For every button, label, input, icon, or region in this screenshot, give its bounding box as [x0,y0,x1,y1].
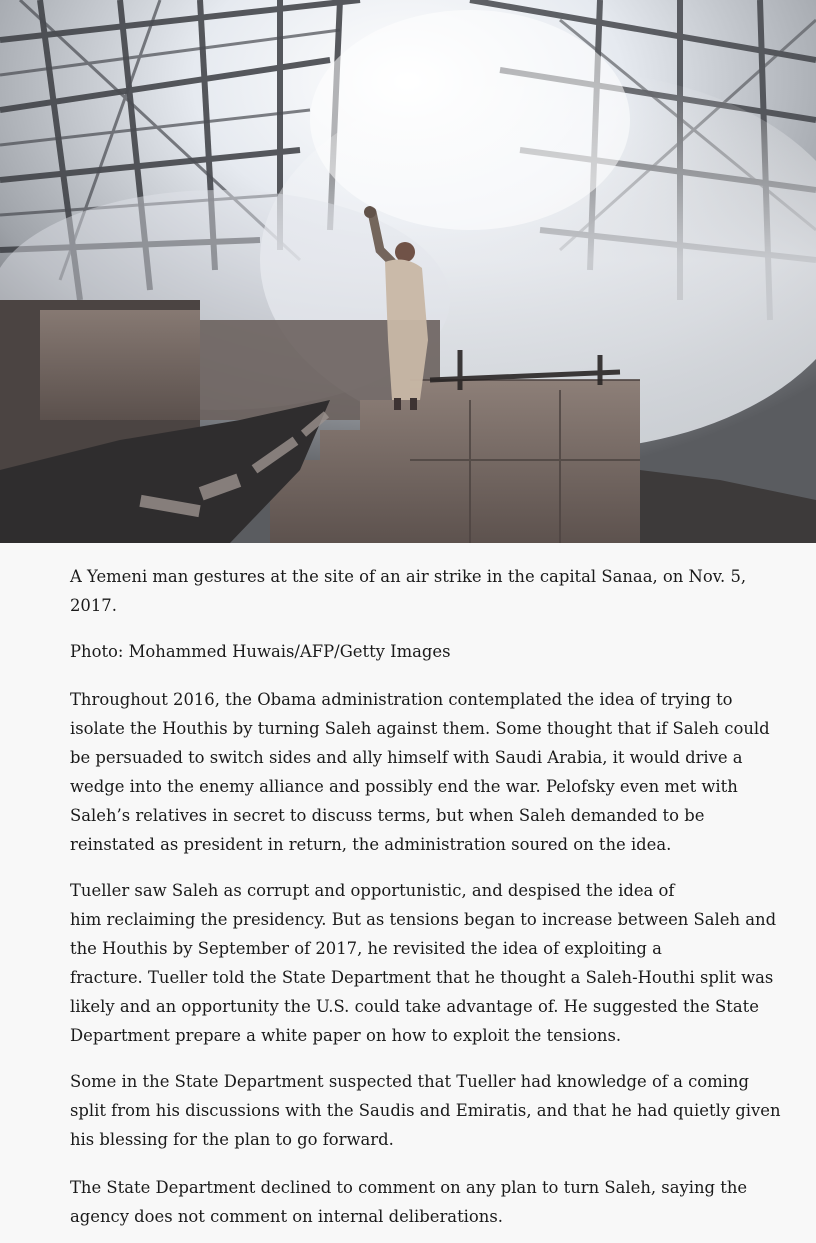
paragraph-line: agency does not comment on internal deliberations. [70,1207,503,1226]
paragraph-line: Throughout 2016, the Obama administration contemplated the idea of trying to [70,690,733,709]
paragraph-line: Department prepare a white paper on how to exploit the tensions. [70,1026,622,1045]
article-body [0,543,816,1243]
paragraph-line: the Houthis by September of 2017, he revisited the idea of exploiting a [70,939,662,958]
paragraph-line: wedge into the enemy alliance and possibly end the war. Pelofsky even met with [70,777,738,796]
paragraph-line: Some in the State Department suspected that Tueller had knowledge of a coming [70,1072,749,1091]
paragraph [70,685,770,859]
caption-line: 2017. [70,596,117,615]
article-photo [0,0,816,543]
paragraph-line: isolate the Houthis by turning Saleh against them. Some thought that if Saleh could [70,719,770,738]
airstrike-scene-illustration [0,0,816,543]
paragraph-line: The State Department declined to comment on any plan to turn Saleh, saying the [70,1178,748,1197]
paragraph [70,876,777,1050]
paragraph [70,1173,760,1231]
paragraph-line: him reclaiming the presidency. But as tensions began to increase between Saleh and [70,910,777,929]
photo-credit [70,637,760,666]
paragraph-line: likely and an opportunity the U.S. could take advantage of. He suggested the State [70,997,759,1016]
paragraph-line: Tueller saw Saleh as corrupt and opportunistic, and despised the idea of [70,881,675,900]
paragraph-line: Saleh’s relatives in secret to discuss terms, but when Saleh demanded to be [70,806,705,825]
paragraph-line: split from his discussions with the Saudis and Emiratis, and that he had quietly given [70,1101,781,1120]
paragraph-line: reinstated as president in return, the administration soured on the idea. [70,835,672,854]
paragraph-line: fracture. Tueller told the State Department that he thought a Saleh-Houthi split was [70,968,774,987]
caption-line: A Yemeni man gestures at the site of an air strike in the capital Sanaa, on Nov. 5, [70,567,747,586]
credit-line: Photo: Mohammed Huwais/AFP/Getty Images [70,642,451,661]
paragraph [70,1067,781,1154]
paragraph-line: be persuaded to switch sides and ally himself with Saudi Arabia, it would drive a [70,748,743,767]
photo-caption [70,562,760,620]
paragraph-line: his blessing for the plan to go forward. [70,1130,394,1149]
